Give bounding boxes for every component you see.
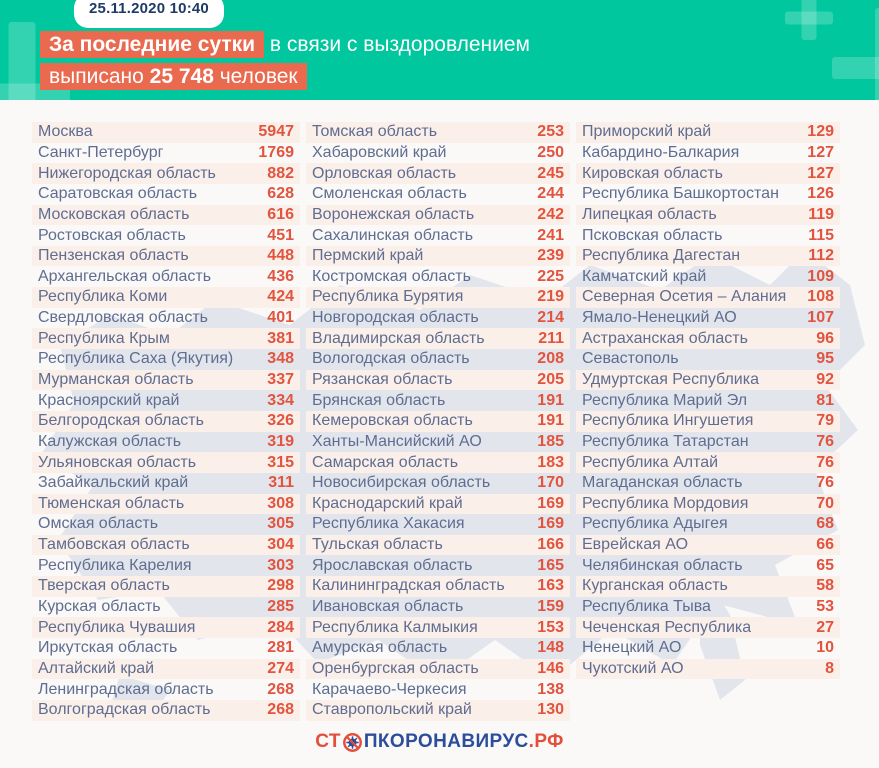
region-value: 119 [808, 205, 834, 223]
region-name: Владимирская область [312, 329, 485, 347]
table-row [32, 514, 300, 535]
region-name: Новгородская область [312, 309, 479, 327]
headline-discharged-chip [40, 63, 307, 90]
table-row [32, 328, 300, 349]
region-name: Калининградская область [312, 577, 505, 595]
discharged-suffix: человек [213, 65, 298, 88]
region-name: Астраханская область [582, 329, 748, 347]
region-value: 244 [537, 185, 564, 203]
region-value: 5947 [258, 123, 294, 141]
region-name: Республика Марий Эл [582, 391, 748, 409]
region-value: 225 [537, 267, 564, 285]
region-name: Кабардино-Балкария [582, 143, 740, 161]
region-name: Томская область [312, 123, 438, 141]
region-value: 268 [267, 680, 294, 698]
region-name: Республика Хакасия [312, 515, 465, 533]
table-row [576, 143, 840, 164]
region-value: 319 [267, 432, 294, 450]
region-value: 241 [537, 226, 564, 244]
table-row [576, 266, 840, 287]
region-value: 92 [816, 371, 834, 388]
region-value: 1769 [258, 143, 294, 161]
table-row [306, 576, 570, 597]
region-name: Забайкальский край [38, 474, 189, 492]
region-name: Калужская область [38, 432, 182, 450]
region-value: 334 [267, 391, 294, 409]
table-row [32, 432, 300, 453]
table-row [32, 597, 300, 618]
region-name: Карачаево-Черкесия [312, 680, 467, 698]
region-value: 27 [816, 618, 834, 636]
plus-decoration-icon [785, 0, 833, 40]
table-row [32, 638, 300, 659]
region-value: 250 [537, 143, 564, 161]
region-value: 274 [267, 659, 294, 677]
table-row [306, 370, 570, 391]
table-row [576, 659, 840, 680]
table-row [576, 184, 840, 205]
table-row [32, 246, 300, 267]
table-row [576, 225, 840, 246]
table-row [306, 597, 570, 618]
table-row [32, 163, 300, 184]
table-row [306, 514, 570, 535]
table-row [32, 390, 300, 411]
region-name: Ивановская область [312, 598, 464, 616]
table-row [32, 576, 300, 597]
region-name: Костромская область [312, 267, 471, 285]
region-name: Краснодарский край [312, 494, 463, 512]
region-value: 211 [538, 329, 564, 347]
region-value: 65 [816, 556, 834, 574]
region-value: 285 [267, 598, 294, 616]
region-name: Белгородская область [38, 412, 204, 430]
table-row [576, 617, 840, 638]
region-value: 96 [816, 329, 834, 347]
headline-rest: в связи с выздоровлением [264, 33, 530, 56]
region-value: 208 [537, 350, 564, 368]
region-name: Ямало-Ненецкий АО [582, 309, 737, 327]
header-banner [0, 0, 879, 100]
region-name: Пермский край [312, 247, 424, 265]
region-value: 70 [816, 494, 834, 512]
table-row [32, 225, 300, 246]
region-value: 108 [807, 288, 834, 306]
timestamp-badge [74, 0, 224, 28]
table-row [576, 535, 840, 556]
table-row [306, 555, 570, 576]
region-value: 242 [537, 205, 564, 223]
table-row [576, 205, 840, 226]
table-row [576, 411, 840, 432]
region-name: Орловская область [312, 164, 457, 182]
region-name: Тамбовская область [38, 536, 190, 554]
table-row [32, 122, 300, 143]
region-value: 628 [267, 185, 294, 203]
region-value: 129 [807, 123, 834, 141]
table-row [306, 700, 570, 721]
region-table-column-1 [32, 122, 300, 721]
region-name: Воронежская область [312, 205, 475, 223]
region-value: 303 [267, 556, 294, 574]
region-name: Омская область [38, 515, 159, 533]
region-value: 191 [537, 391, 564, 409]
region-value: 76 [816, 432, 834, 450]
region-name: Тверская область [38, 577, 170, 595]
region-value: 76 [816, 474, 834, 492]
table-row [32, 349, 300, 370]
region-value: 112 [808, 247, 834, 265]
region-name: Республика Дагестан [582, 247, 741, 265]
table-row [306, 266, 570, 287]
plus-decoration-icon [832, 8, 879, 100]
region-name: Алтайский край [38, 659, 155, 677]
region-value: 311 [268, 474, 294, 492]
region-value: 191 [537, 412, 564, 430]
region-name: Республика Ингушетия [582, 412, 754, 430]
table-row [576, 597, 840, 618]
headline-highlight: За последние сутки [40, 31, 264, 58]
region-value: 146 [537, 659, 564, 677]
region-value: 305 [267, 515, 294, 533]
region-value: 53 [816, 598, 834, 616]
region-name: Республика Коми [38, 288, 168, 306]
region-value: 219 [537, 288, 564, 306]
region-value: 315 [267, 453, 294, 471]
region-value: 169 [537, 494, 564, 512]
table-row [32, 411, 300, 432]
region-value: 8 [825, 659, 834, 677]
region-name: Волгоградская область [38, 701, 211, 719]
table-row [576, 246, 840, 267]
table-row [576, 576, 840, 597]
region-value: 107 [807, 309, 834, 327]
region-name: Тульская область [312, 536, 443, 554]
table-row [306, 308, 570, 329]
region-name: Республика Татарстан [582, 432, 749, 450]
region-value: 163 [537, 577, 564, 595]
region-name: Сахалинская область [312, 226, 474, 244]
region-name: Республика Алтай [582, 453, 719, 471]
table-row [576, 390, 840, 411]
region-table-column-3 [576, 122, 840, 679]
region-value: 58 [816, 577, 834, 595]
region-name: Мурманская область [38, 371, 194, 388]
table-row [576, 473, 840, 494]
region-value: 148 [537, 639, 564, 657]
region-name: Республика Крым [38, 329, 170, 347]
region-name: Республика Чувашия [38, 618, 196, 636]
region-name: Северная Осетия – Алания [582, 288, 787, 306]
table-row [32, 473, 300, 494]
table-row [32, 143, 300, 164]
region-name: Рязанская область [312, 371, 453, 388]
region-name: Липецкая область [582, 205, 717, 223]
table-row [306, 638, 570, 659]
region-name: Республика Карелия [38, 556, 192, 574]
region-name: Челябинская область [582, 556, 743, 574]
table-row [576, 328, 840, 349]
region-name: Самарская область [312, 453, 459, 471]
table-row [576, 432, 840, 453]
region-name: Свердловская область [38, 309, 208, 327]
region-value: 268 [267, 701, 294, 719]
region-name: Вологодская область [312, 350, 470, 368]
region-value: 170 [537, 474, 564, 492]
region-value: 326 [267, 412, 294, 430]
table-row [306, 163, 570, 184]
region-value: 451 [267, 226, 294, 244]
table-row [32, 494, 300, 515]
region-value: 166 [537, 536, 564, 554]
region-value: 138 [537, 680, 564, 698]
region-name: Республика Мордовия [582, 494, 749, 512]
region-value: 882 [267, 164, 294, 182]
region-name: Нижегородская область [38, 164, 216, 182]
region-name: Республика Бурятия [312, 288, 464, 306]
table-row [306, 617, 570, 638]
table-row [32, 535, 300, 556]
table-row [32, 452, 300, 473]
table-row [32, 617, 300, 638]
region-value: 185 [537, 432, 564, 450]
table-row [32, 555, 300, 576]
table-row [32, 308, 300, 329]
region-value: 127 [807, 164, 834, 182]
region-value: 183 [537, 453, 564, 471]
region-name: Псковская область [582, 226, 723, 244]
table-row [576, 349, 840, 370]
logo-prefix: СТ [315, 731, 341, 752]
logo-main: ПКОРОНАВИРУС [363, 731, 529, 752]
discharged-prefix: выписано [49, 65, 150, 88]
table-row [306, 411, 570, 432]
region-name: Ленинградская область [38, 680, 214, 698]
region-name: Ставропольский край [312, 701, 472, 719]
region-name: Оренбургская область [312, 659, 479, 677]
discharged-number: 25 748 [149, 65, 214, 88]
region-name: Республика Адыгея [582, 515, 728, 533]
table-row [576, 287, 840, 308]
region-value: 436 [267, 267, 294, 285]
stopcoronavirus-logo [0, 731, 879, 753]
region-value: 424 [267, 288, 294, 306]
region-value: 81 [816, 391, 834, 409]
region-value: 126 [807, 185, 834, 203]
region-name: Республика Калмыкия [312, 618, 478, 636]
region-name: Брянская область [312, 391, 446, 409]
region-name: Камчатский край [582, 267, 707, 285]
table-row [576, 122, 840, 143]
region-name: Чукотский АО [582, 659, 684, 677]
virus-prohibition-icon [342, 732, 363, 753]
table-row [306, 184, 570, 205]
region-value: 308 [267, 494, 294, 512]
table-row [306, 659, 570, 680]
region-name: Новосибирская область [312, 474, 491, 492]
region-name: Тюменская область [38, 494, 185, 512]
region-value: 281 [267, 639, 294, 657]
region-name: Саратовская область [38, 185, 198, 203]
table-row [306, 535, 570, 556]
region-name: Москва [38, 123, 93, 141]
region-name: Ростовская область [38, 226, 186, 244]
region-name: Санкт-Петербург [38, 143, 164, 161]
table-row [576, 163, 840, 184]
region-name: Амурская область [312, 639, 448, 657]
logo-tld: .РФ [528, 731, 564, 752]
table-row [576, 494, 840, 515]
region-name: Архангельская область [38, 267, 212, 285]
region-value: 66 [816, 536, 834, 554]
table-row [306, 349, 570, 370]
table-row [306, 452, 570, 473]
region-name: Иркутская область [38, 639, 178, 657]
region-name: Ненецкий АО [582, 639, 682, 657]
headline-line1 [40, 30, 530, 60]
region-value: 448 [267, 247, 294, 265]
region-value: 159 [537, 598, 564, 616]
headline-line2 [40, 62, 307, 92]
table-row [576, 514, 840, 535]
region-value: 245 [537, 164, 564, 182]
region-value: 616 [267, 205, 294, 223]
table-row [306, 246, 570, 267]
region-name: Ярославская область [312, 556, 473, 574]
region-name: Республика Саха (Якутия) [38, 350, 234, 368]
table-row [576, 308, 840, 329]
region-value: 239 [537, 247, 564, 265]
table-row [32, 266, 300, 287]
timestamp-text: 25.11.2020 10:40 [89, 0, 209, 17]
table-row [306, 143, 570, 164]
region-name: Еврейская АО [582, 536, 689, 554]
region-name: Республика Башкортостан [582, 185, 779, 203]
table-row [576, 555, 840, 576]
table-row [306, 328, 570, 349]
table-row [32, 287, 300, 308]
region-value: 214 [537, 309, 564, 327]
region-value: 153 [537, 618, 564, 636]
region-name: Курганская область [582, 577, 728, 595]
table-row [306, 205, 570, 226]
region-name: Севастополь [582, 350, 679, 368]
region-name: Смоленская область [312, 185, 467, 203]
region-name: Московская область [38, 205, 190, 223]
table-row [32, 679, 300, 700]
region-value: 284 [267, 618, 294, 636]
table-row [306, 390, 570, 411]
region-value: 381 [267, 329, 294, 347]
table-row [576, 370, 840, 391]
region-value: 337 [267, 371, 294, 388]
table-row [576, 638, 840, 659]
region-value: 95 [816, 350, 834, 368]
region-name: Пензенская область [38, 247, 189, 265]
region-value: 76 [816, 453, 834, 471]
region-value: 348 [267, 350, 294, 368]
region-name: Республика Тыва [582, 598, 711, 616]
region-name: Кировская область [582, 164, 723, 182]
table-row [306, 473, 570, 494]
region-table-column-2 [306, 122, 570, 721]
region-value: 401 [267, 309, 294, 327]
region-value: 79 [816, 412, 834, 430]
region-value: 304 [267, 536, 294, 554]
table-row [306, 287, 570, 308]
region-name: Ульяновская область [38, 453, 197, 471]
region-name: Кемеровская область [312, 412, 473, 430]
region-value: 68 [816, 515, 834, 533]
table-row [306, 122, 570, 143]
table-row [32, 205, 300, 226]
region-name: Красноярский край [38, 391, 180, 409]
region-value: 253 [537, 123, 564, 141]
region-value: 130 [537, 701, 564, 719]
region-name: Ханты-Мансийский АО [312, 432, 482, 450]
region-value: 10 [816, 639, 834, 657]
region-name: Хабаровский край [312, 143, 447, 161]
region-name: Чеченская Республика [582, 618, 752, 636]
table-row [306, 494, 570, 515]
table-row [576, 452, 840, 473]
region-value: 298 [267, 577, 294, 595]
region-name: Приморский край [582, 123, 712, 141]
region-name: Магаданская область [582, 474, 743, 492]
table-row [32, 700, 300, 721]
table-row [306, 225, 570, 246]
region-value: 109 [807, 267, 834, 285]
region-value: 205 [537, 371, 564, 388]
table-row [32, 659, 300, 680]
region-name: Курская область [38, 598, 161, 616]
region-name: Удмуртская Республика [582, 371, 759, 388]
table-row [32, 370, 300, 391]
region-value: 115 [808, 226, 834, 244]
table-row [306, 679, 570, 700]
region-value: 165 [537, 556, 564, 574]
table-row [32, 184, 300, 205]
region-value: 127 [807, 143, 834, 161]
region-value: 169 [537, 515, 564, 533]
table-row [306, 432, 570, 453]
